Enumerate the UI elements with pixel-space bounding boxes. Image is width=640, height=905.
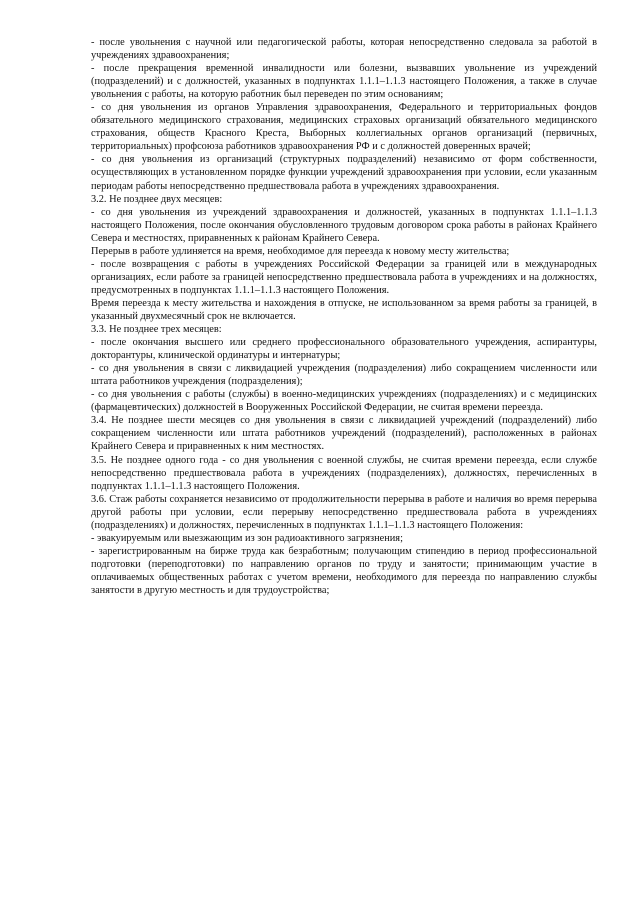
paragraph-unemployed: - зарегистрированным на бирже труда как безработным; получающим стипендию в период профессиональной подготовки (переподготовки) по направлению органов по труду и занятости; принимающим участие в оплачиваемых общественных работах с учетом времени, необходимого для переезда по направлению службы занятости в другую местность и для трудоустройства; <box>91 545 597 596</box>
paragraph-far-north: - со дня увольнения из учреждений здравоохранения и должностей, указанных в подпунктах 1.1.1–1.1.3 настоящего Положения, после окончания обусловленного трудовым договором срока работы в районах Крайнего Севера и местностях, приравненных к районам Крайнего Севера. <box>91 206 597 244</box>
paragraph-evacuated: - эвакуируемым или выезжающим из зон радиоактивного загрязнения; <box>91 532 403 544</box>
section-3-2-heading: 3.2. Не позднее двух месяцев: <box>91 193 223 205</box>
paragraph-relocation-break: Перерыв в работе удлиняется на время, необходимое для переезда к новому месту жительства; <box>91 245 510 257</box>
section-3-6: 3.6. Стаж работы сохраняется независимо от продолжительности перерыва в работе и наличия во время перерыва другой работы при условии, если перерыву непосредственно предшествовала работа в учреждениях (подразделениях) и должностях, перечисленных в подпунктах 1.1.1–1.1.3 настоящего Положения: <box>91 493 597 531</box>
section-3-5: 3.5. Не позднее одного года - со дня увольнения с военной службы, не считая времени переезда, если службе непосредственно предшествовала работа в учреждениях (подразделениях), должностях, перечисленных в подпунктах 1.1.1–1.1.3 настоящего Положения. <box>91 454 597 492</box>
paragraph-travel-time: Время переезда к месту жительства и нахождения в отпуске, не использованном за время работы за границей, в указанный двухмесячный срок не включается. <box>91 297 597 322</box>
paragraph-education: - после окончания высшего или среднего профессионального образовательного учреждения, аспирантуры, докторантуры, клинической ординатуры и интернатуры; <box>91 337 597 362</box>
paragraph-military-medical: - со дня увольнения с работы (службы) в военно-медицинских учреждениях (подразделениях) и с медицинских (фармацевтических) должностей в Вооруженных Российской Федерации, не считая времени переезда. <box>91 389 597 414</box>
section-3-4: 3.4. Не позднее шести месяцев со дня увольнения в связи с ликвидацией учреждений (подразделений) либо сокращением численности или штата работников учреждений (подразделений), расположенных в районах Крайнего Севера и приравненных к ним местностях. <box>91 415 597 453</box>
paragraph-scientific-work: - после увольнения с научной или педагогической работы, которая непосредственно следовала за работой в учреждениях здравоохранения; <box>91 37 597 62</box>
paragraph-disability: - после прекращения временной инвалидности или болезни, вызвавших увольнение из учреждений (подразделений) и с должностей, указанных в подпунктах 1.1.1–1.1.3 настоящего Положения, а также в случае увольнения с работы, на которую работник был переведен по этим основаниям; <box>91 63 597 101</box>
paragraph-organizations: - со дня увольнения из организаций (структурных подразделений) независимо от форм собственности, осуществляющих в установленном порядке функции учреждений здравоохранения при условии, если указанным периодам работы непосредственно предшествовала работа в учреждениях здравоохранения. <box>91 154 597 192</box>
section-3-3-heading: 3.3. Не позднее трех месяцев: <box>91 324 222 336</box>
paragraph-work-abroad: - после возвращения с работы в учреждениях Российской Федерации за границей или в международных организациях, если работе за границей непосредственно предшествовала работа в учреждениях и на должностях, предусмотренных в подпунктах 1.1.1–1.1.3 настоящего Положения. <box>91 258 597 296</box>
paragraph-health-authorities: - со дня увольнения из органов Управления здравоохранения, Федерального и территориальных фондов обязательного медицинского страхования, медицинских страховых организаций обязательного медицинского страхования, обществ Красного Креста, Выборных коллегиальных органов организаций (первичных, территориальных) профсоюза работников здравоохранения РФ и с должностей доверенных врачей; <box>91 102 597 153</box>
paragraph-liquidation: - со дня увольнения в связи с ликвидацией учреждения (подразделения) либо сокращением численности или штата работников учреждения (подразделения); <box>91 363 597 388</box>
document-page <box>91 36 597 597</box>
